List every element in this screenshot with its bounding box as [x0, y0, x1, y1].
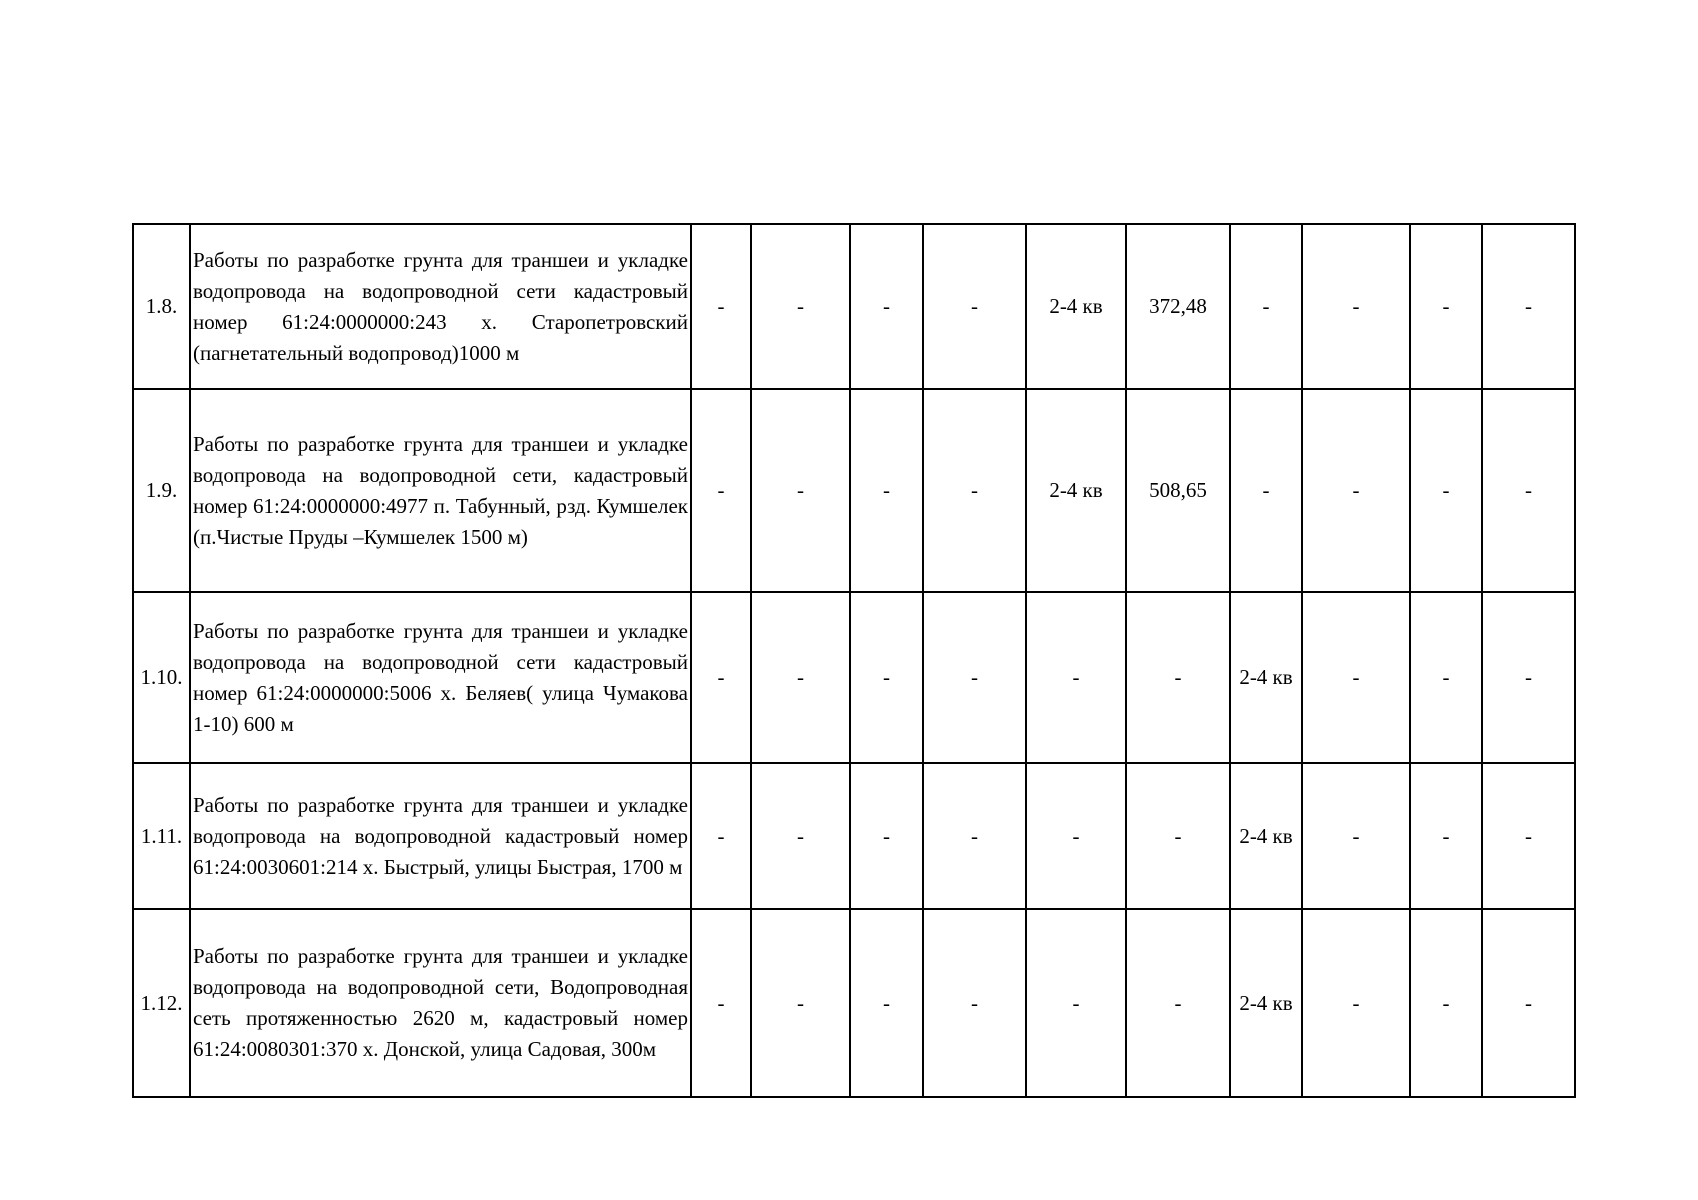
work-description: Работы по разработке грунта для траншеи и укладке водопровода на водопроводной сети, кадастровый номер 61:24:0000000:4977 п. Табунный, рзд. Кумшелек (п.Чистые Пруды –Кумшелек 1500 м)	[190, 389, 691, 592]
table-cell: -	[751, 224, 850, 389]
work-description: Работы по разработке грунта для траншеи и укладке водопровода на водопроводной сети кадастровый номер 61:24:0000000:243 х. Старопетровский (пагнетательный водопровод)1000 м	[190, 224, 691, 389]
table-cell: -	[1482, 909, 1575, 1097]
table-cell: -	[1482, 224, 1575, 389]
table-cell: -	[1410, 763, 1482, 909]
table-cell: -	[751, 763, 850, 909]
table-cell: -	[923, 763, 1026, 909]
table-cell: -	[850, 763, 923, 909]
table-cell: -	[1302, 763, 1410, 909]
table-cell: -	[1302, 224, 1410, 389]
row-number: 1.12.	[133, 909, 190, 1097]
table-cell: -	[1230, 224, 1302, 389]
table-cell: -	[1026, 592, 1126, 763]
table-cell: 2-4 кв	[1026, 224, 1126, 389]
table-cell: -	[691, 763, 751, 909]
works-table	[132, 223, 1576, 1098]
table-cell: -	[1410, 224, 1482, 389]
table-cell: -	[1410, 592, 1482, 763]
table-cell: -	[691, 909, 751, 1097]
table-cell: -	[923, 224, 1026, 389]
table-cell: -	[1302, 909, 1410, 1097]
table-row	[133, 763, 1575, 909]
row-number: 1.11.	[133, 763, 190, 909]
table-cell: -	[751, 592, 850, 763]
work-description: Работы по разработке грунта для траншеи и укладке водопровода на водопроводной сети кадастровый номер 61:24:0000000:5006 х. Беляев( улица Чумакова 1-10) 600 м	[190, 592, 691, 763]
table-cell: -	[850, 592, 923, 763]
table-cell: -	[1302, 592, 1410, 763]
work-description: Работы по разработке грунта для траншеи и укладке водопровода на водопроводной сети, Водопроводная сеть протяженностью 2620 м, кадастровый номер 61:24:0080301:370 х. Донской, улица Садовая, 300м	[190, 909, 691, 1097]
table-cell: -	[1026, 763, 1126, 909]
table-cell: -	[751, 389, 850, 592]
table-row	[133, 224, 1575, 389]
table-cell: -	[691, 224, 751, 389]
table-cell: 508,65	[1126, 389, 1230, 592]
table-cell: -	[1410, 389, 1482, 592]
table-cell: -	[1410, 909, 1482, 1097]
table-cell: 372,48	[1126, 224, 1230, 389]
table-cell: 2-4 кв	[1026, 389, 1126, 592]
table-cell: -	[1126, 763, 1230, 909]
table-cell: -	[850, 389, 923, 592]
work-description: Работы по разработке грунта для траншеи и укладке водопровода на водопроводной кадастровый номер 61:24:0030601:214 х. Быстрый, улицы Быстрая, 1700 м	[190, 763, 691, 909]
table-cell: -	[691, 592, 751, 763]
row-number: 1.8.	[133, 224, 190, 389]
table-cell: -	[923, 909, 1026, 1097]
table-cell: -	[1302, 389, 1410, 592]
table-cell: -	[1482, 389, 1575, 592]
table-cell: -	[1126, 909, 1230, 1097]
table-cell: -	[691, 389, 751, 592]
table-cell: -	[850, 909, 923, 1097]
table-cell: -	[1026, 909, 1126, 1097]
table-cell: -	[751, 909, 850, 1097]
row-number: 1.10.	[133, 592, 190, 763]
table-cell: -	[1126, 592, 1230, 763]
table-cell: -	[1482, 763, 1575, 909]
table-cell: -	[1482, 592, 1575, 763]
table-row	[133, 909, 1575, 1097]
table-cell: 2-4 кв	[1230, 592, 1302, 763]
table-cell: -	[923, 592, 1026, 763]
table-cell: -	[1230, 389, 1302, 592]
table-cell: -	[850, 224, 923, 389]
table-row	[133, 389, 1575, 592]
table-row	[133, 592, 1575, 763]
table-cell: 2-4 кв	[1230, 909, 1302, 1097]
table-cell: 2-4 кв	[1230, 763, 1302, 909]
table-cell: -	[923, 389, 1026, 592]
row-number: 1.9.	[133, 389, 190, 592]
